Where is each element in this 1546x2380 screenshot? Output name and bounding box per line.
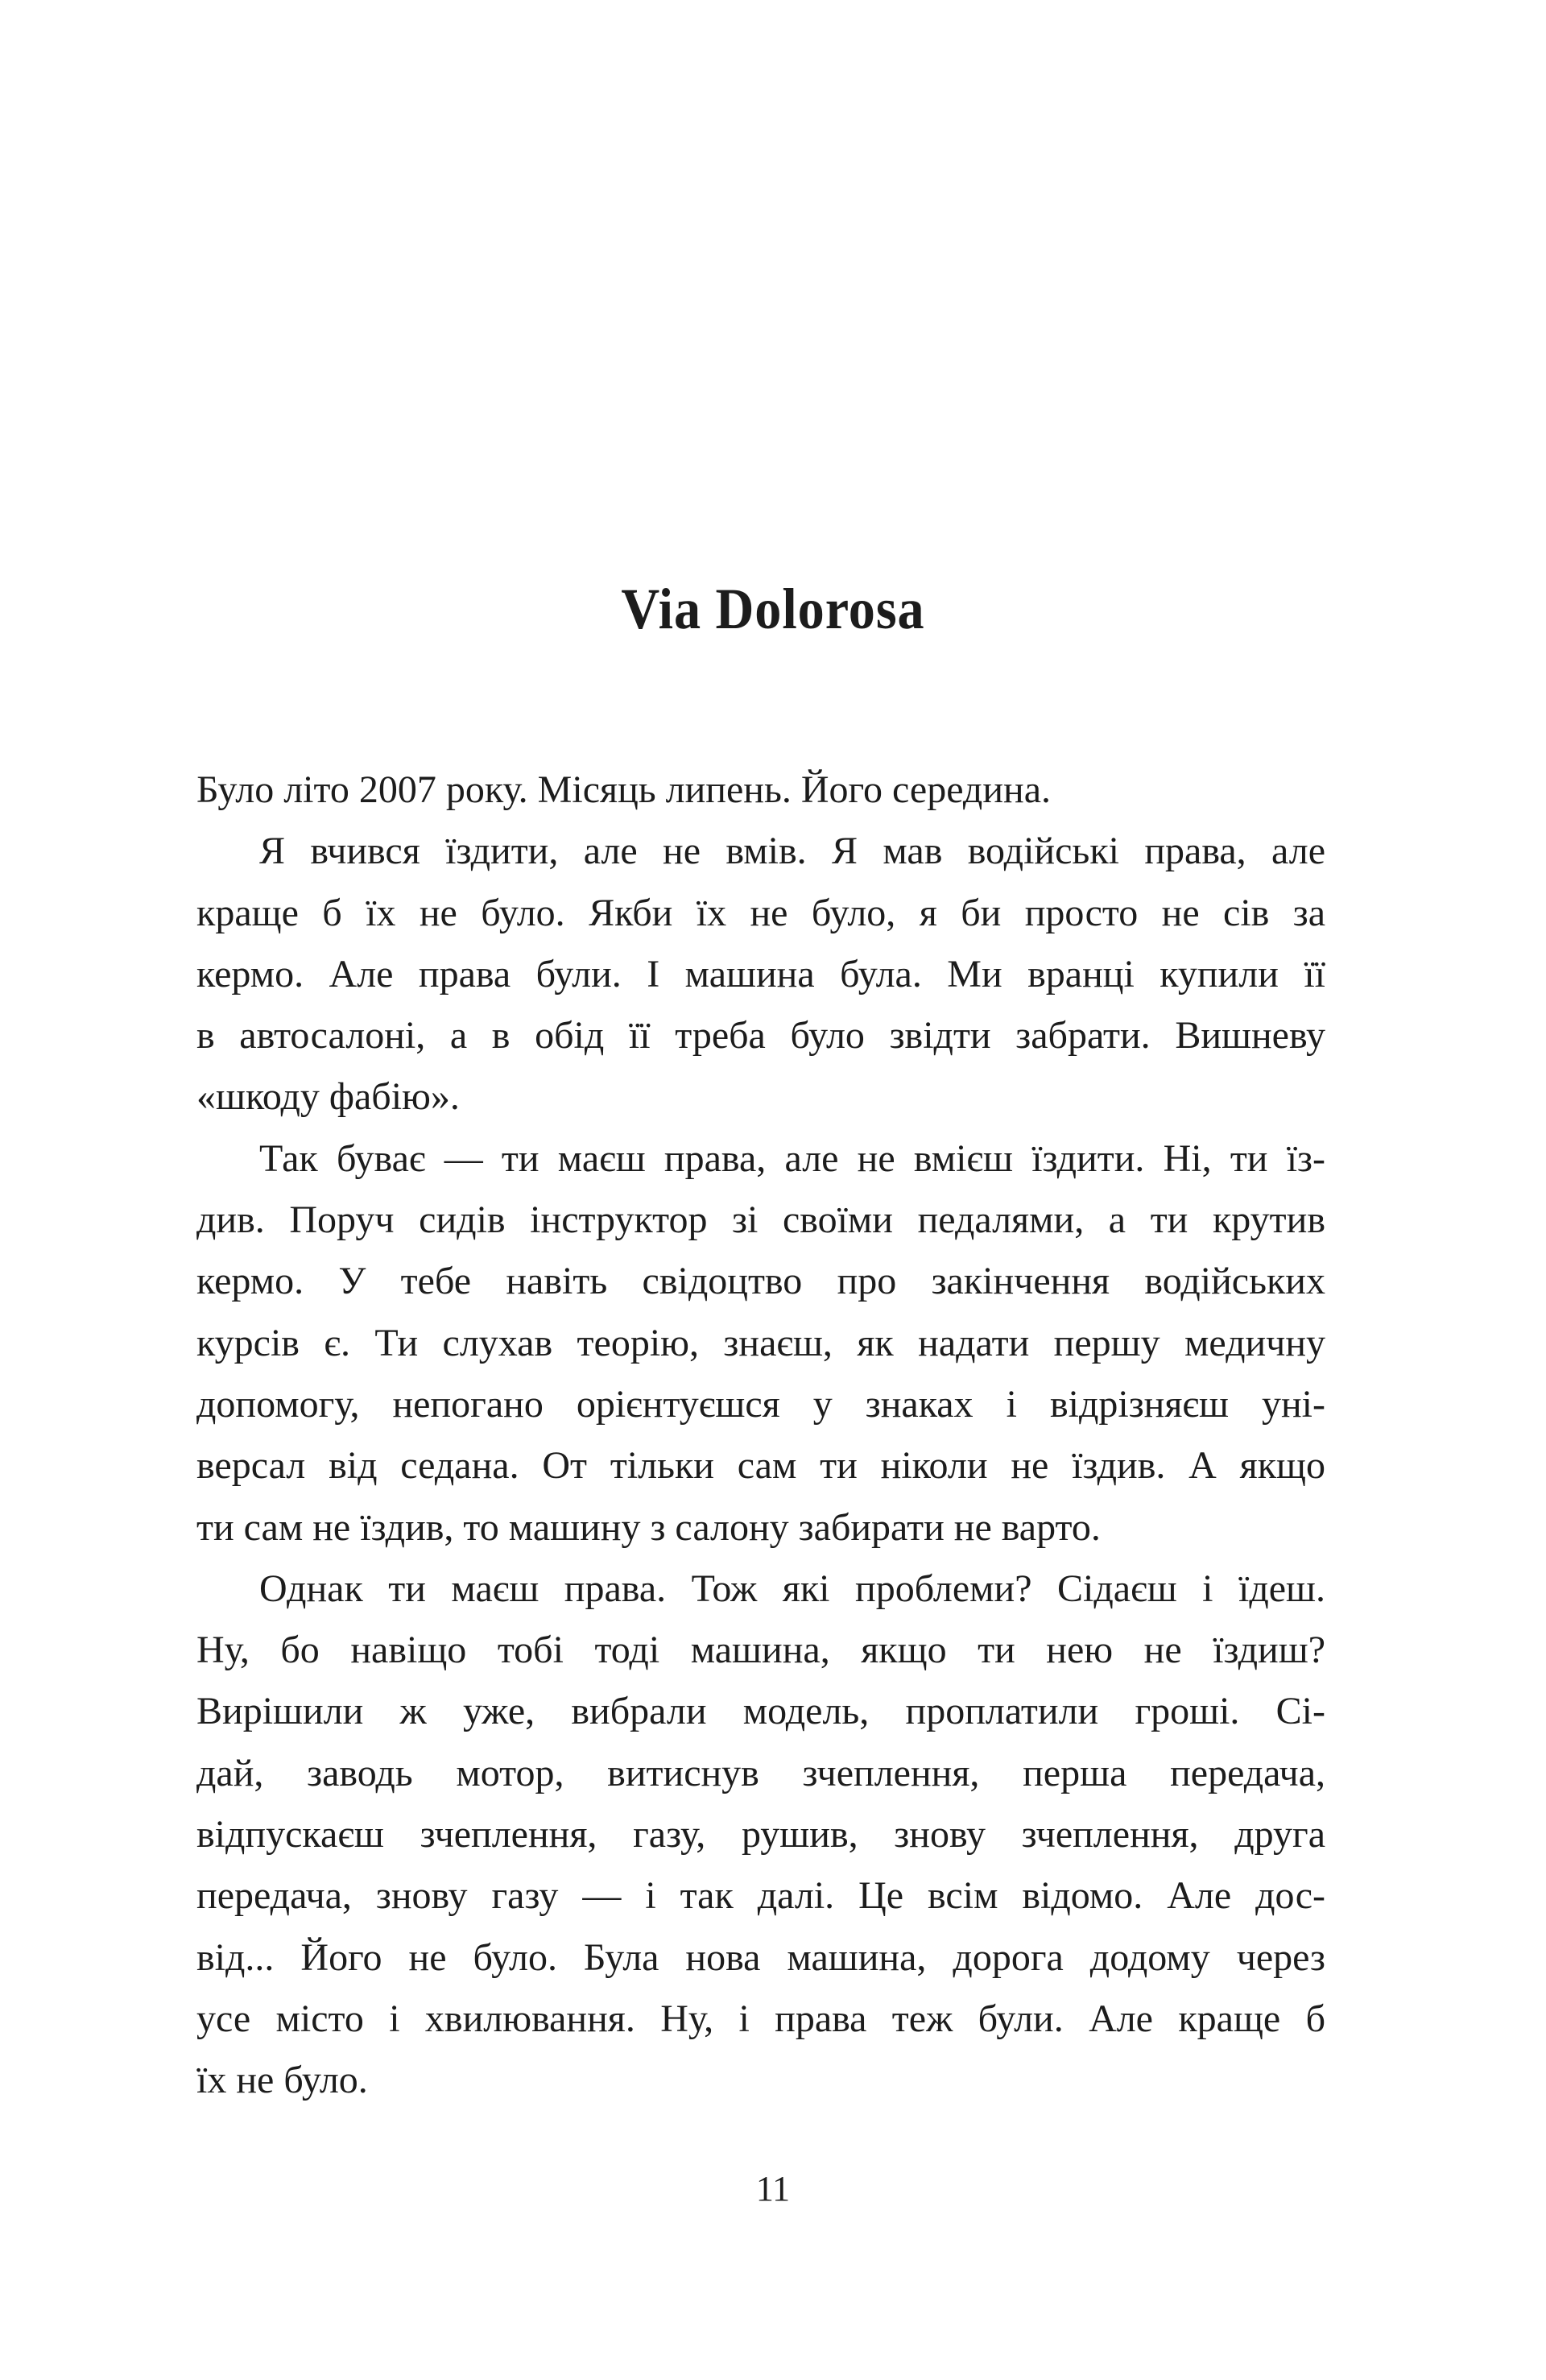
text-line: див. Поруч сидів інструктор зі своїми педалями, а ти крутив bbox=[196, 1198, 1325, 1242]
text-line: їх не було. bbox=[196, 2059, 368, 2102]
text-line: дай, заводь мотор, витиснув зчеплення, перша передача, bbox=[196, 1751, 1325, 1794]
text-line: Однак ти маєш права. Тож які проблеми? Сідаєш і їдеш. bbox=[259, 1567, 1325, 1610]
text-line: кермо. Але права були. І машина була. Ми вранці купили її bbox=[196, 952, 1325, 995]
text-line: Ну, бо навіщо тобі тоді машина, якщо ти нею не їздиш? bbox=[196, 1629, 1325, 1672]
text-line: «шкоду фабію». bbox=[196, 1075, 460, 1119]
text-line: усе місто і хвилювання. Ну, і права теж були. Але краще б bbox=[196, 1997, 1325, 2040]
text-line: допомогу, непогано орієнтуєшся у знаках і відрізняєш уні- bbox=[196, 1382, 1325, 1426]
text-line: Було літо 2007 року. Місяць липень. Його середина. bbox=[196, 768, 1051, 811]
text-line: Я вчився їздити, але не вмів. Я мав водійські права, але bbox=[259, 830, 1325, 873]
paragraph bbox=[196, 760, 1325, 821]
text-line: передача, знову газу — і так далі. Це всім відомо. Але дос- bbox=[196, 1874, 1325, 1918]
text-line: від... Його не було. Була нова машина, дорога додому через bbox=[196, 1935, 1325, 1979]
text-line: в автосалоні, а в обід її треба було звідти забрати. Вишневу bbox=[196, 1014, 1325, 1058]
chapter-body bbox=[196, 760, 1325, 2112]
text-line: Вирішили ж уже, вибрали модель, проплатили гроші. Сі- bbox=[196, 1690, 1325, 1733]
text-line: курсів є. Ти слухав теорію, знаєш, як надати першу медичну bbox=[196, 1321, 1325, 1364]
text-line: ти сам не їздив, то машину з салону забирати не варто. bbox=[196, 1505, 1101, 1549]
page-number: 11 bbox=[755, 2169, 791, 2208]
text-line: Так буває — ти маєш права, але не вмієш їздити. Ні, ти їз- bbox=[259, 1136, 1325, 1180]
paragraph bbox=[196, 1558, 1325, 2112]
paragraph bbox=[196, 821, 1325, 1128]
text-line: кермо. У тебе навіть свідоцтво про закінчення водійських bbox=[196, 1260, 1325, 1303]
text-line: відпускаєш зчеплення, газу, рушив, знову зчеплення, друга bbox=[196, 1813, 1325, 1856]
chapter-title: Via Dolorosa bbox=[621, 577, 925, 641]
paragraph bbox=[196, 1128, 1325, 1558]
text-line: краще б їх не було. Якби їх не було, я би просто не сів за bbox=[196, 891, 1325, 934]
text-line: версал від седана. От тільки сам ти ніколи не їздив. А якщо bbox=[196, 1444, 1325, 1488]
